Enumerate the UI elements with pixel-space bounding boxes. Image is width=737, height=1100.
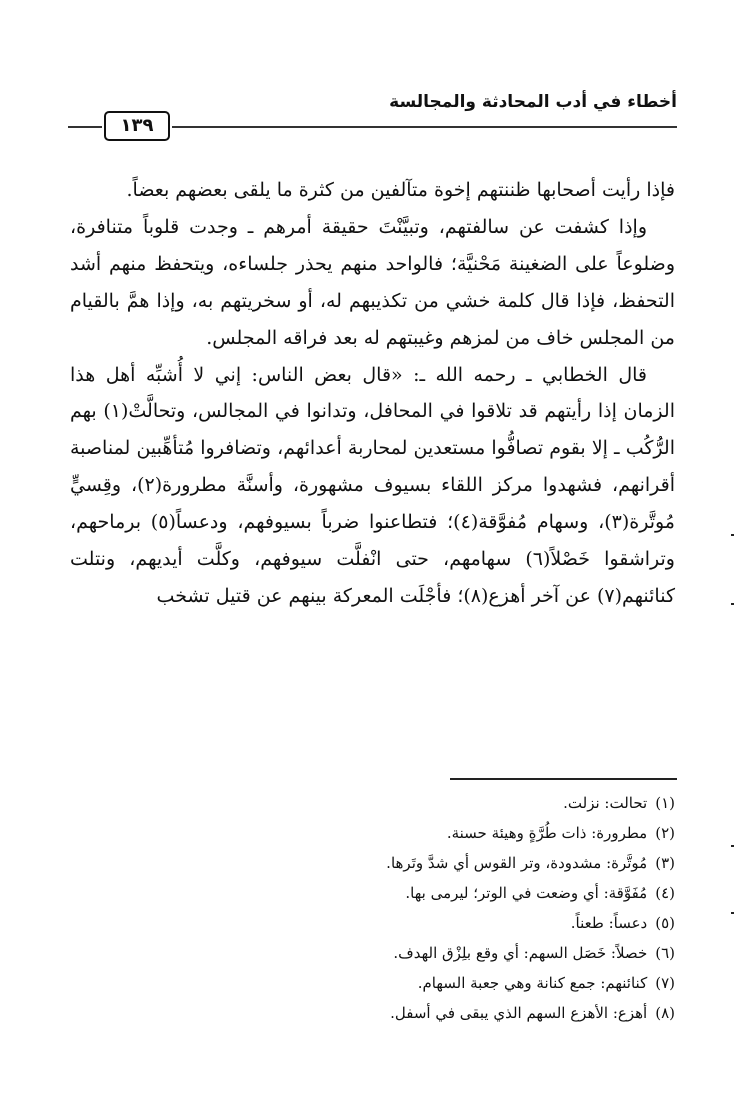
- page-number: ١٣٩: [104, 111, 170, 141]
- footnote-number: (٢): [655, 824, 675, 842]
- footnote-number: (٣): [655, 854, 675, 872]
- footnote-item: [70, 968, 675, 998]
- footnote-item: [70, 878, 675, 908]
- footnote-number: (١): [655, 794, 675, 812]
- footnote-divider: [450, 778, 677, 780]
- footnote-item: [70, 908, 675, 938]
- footnote-number: (٧): [655, 974, 675, 992]
- footnote-item: [70, 998, 675, 1028]
- scan-edge-mark: [731, 534, 734, 536]
- footnote-text: تحالت: نزلت.: [563, 794, 648, 812]
- footnote-item: [70, 818, 675, 848]
- footnote-number: (٨): [655, 1004, 675, 1022]
- footnote-number: (٤): [655, 884, 675, 902]
- footnote-text: أهزع: الأهزع السهم الذي يبقى في أسفل.: [390, 1004, 648, 1022]
- footnote-text: دعساً: طعناً.: [570, 914, 648, 932]
- paragraph: فإذا رأيت أصحابها ظننتهم إخوة متآلفين من كثرة ما يلقى بعضهم بعضاً.: [126, 179, 675, 201]
- scan-edge-mark: [731, 603, 734, 605]
- header-rule-left: [68, 126, 102, 128]
- footnote-text: خصلاً: خَصَل السهم: أي وقع بلِزْق الهدف.: [393, 944, 648, 962]
- scan-edge-mark: [731, 845, 734, 847]
- running-title: أخطاء في أدب المحادثة والمجالسة: [389, 92, 677, 112]
- footnote-text: مطرورة: ذات طُرَّةٍ وهيئة حسنة.: [446, 824, 648, 842]
- header-rule: [172, 126, 677, 128]
- paragraph: قال الخطابي ـ رحمه الله ـ: «قال بعض الناس: إني لا أُشبِّه أهل هذا الزمان إذا رأيتهم قد تلاقوا في المحافل، وتدانوا في المجالس، وتحالَّتْ(١) بهم الرُّكُب ـ إلا بقوم تصافُّوا مستعدين لمحاربة أعدائهم، وتضافروا مُتأهِّبين لمناصبة أقرانهم، فشهدوا مركز اللقاء بسيوف مشهورة، وأسنَّة مطرورة(٢)، وقِسيٍّ مُوتَّرة(٣)، وسهام مُفوَّقة(٤)؛ فتطاعنوا ضرباً بسيوفهم، ودعساً(٥) برماحهم، وتراشقوا خَصْلاً(٦) سهامهم، حتى انْفلَّت سيوفهم، وكلَّت أيديهم، ونتلت كنائنهم(٧) عن آخر أهزع(٨)؛ فأجْلَت المعركة بينهم عن قتيل تشخب: [70, 363, 675, 607]
- scan-edge-mark: [731, 912, 734, 914]
- footnote-text: مُوتَّرة: مشدودة، وتر القوس أي شدَّ وتَرها.: [386, 854, 648, 872]
- footnote-item: [70, 848, 675, 878]
- footnote-number: (٦): [655, 944, 675, 962]
- footnote-text: مُفَوَّقة: أي وضعت في الوتر؛ ليرمى بها.: [405, 884, 648, 902]
- footnote-item: [70, 788, 675, 818]
- body-text: [70, 172, 675, 615]
- footnote-text: كنائنهم: جمع كنانة وهي جعبة السهام.: [417, 974, 648, 992]
- footnote-item: [70, 938, 675, 968]
- footnotes-list: [70, 788, 675, 1028]
- footnote-number: (٥): [655, 914, 675, 932]
- paragraph: وإذا كشفت عن سالفتهم، وتبيَّنْتَ حقيقة أمرهم ـ وجدت قلوباً متنافرة، وضلوعاً على الضغينة مَحْنيَّة؛ فالواحد منهم يحذر جلساءه، ويتحفظ منهم أشد التحفظ، فإذا قال كلمة خشي من تكذيبهم له، أو سخريتهم به، وإذا همَّ بالقيام من المجلس خاف من لمزهم وغيبتهم له بعد فراقه المجلس.: [70, 215, 675, 349]
